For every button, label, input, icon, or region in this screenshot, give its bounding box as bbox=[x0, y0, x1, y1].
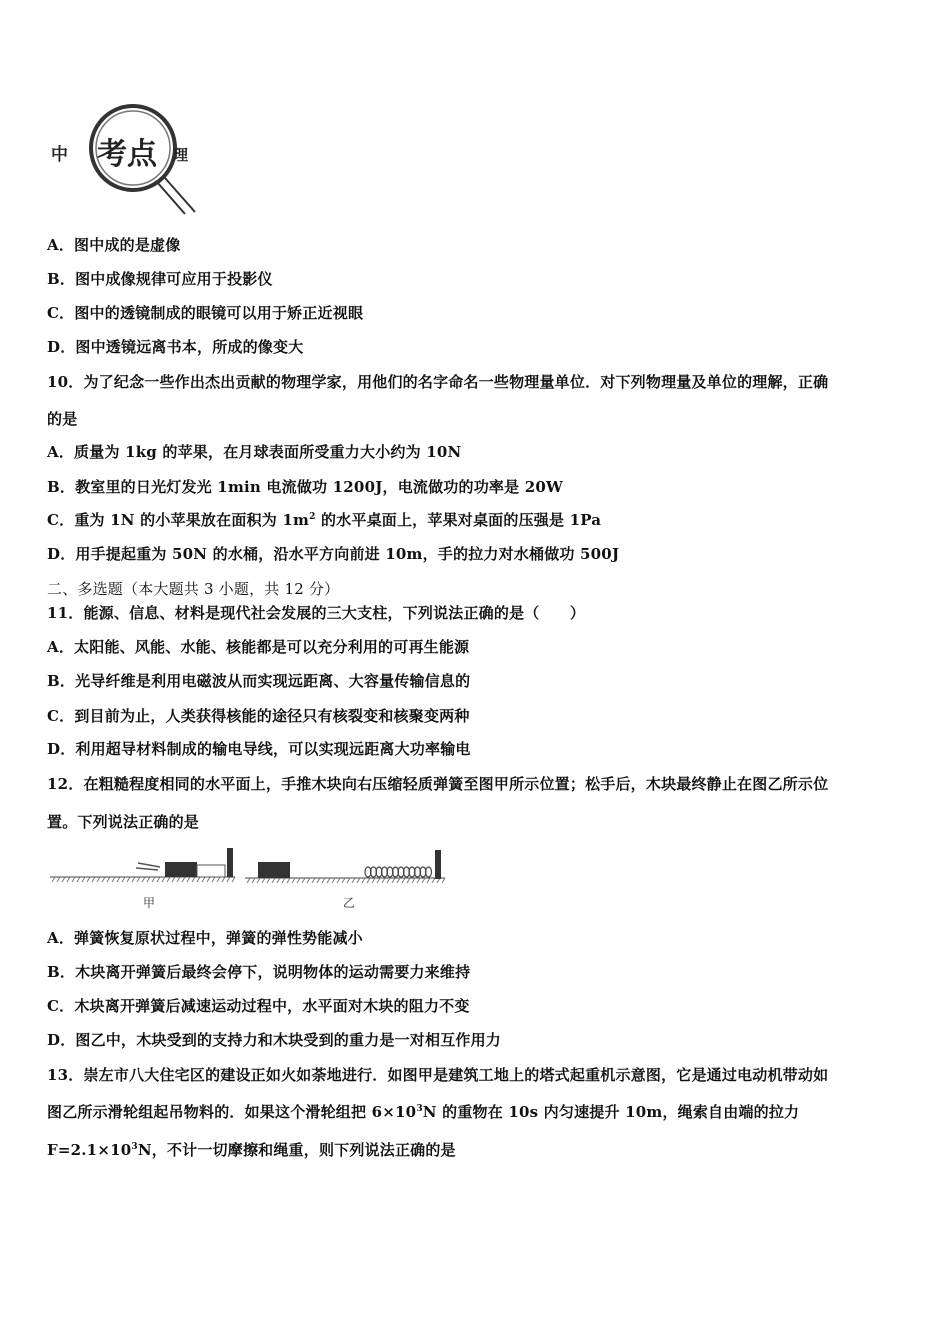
text: 图乙所示滑轮组起吊物料的．如果这个滑轮组把 6×10 bbox=[47, 1103, 417, 1121]
superscript: 3 bbox=[131, 1142, 138, 1152]
q10-stem: 10．为了纪念一些作出杰出贡献的物理学家，用他们的名字命名一些物理量单位．对下列物理量及单位的理解，正确 bbox=[47, 373, 829, 391]
spring-block-figure bbox=[50, 843, 450, 913]
svg-text:乙: 乙 bbox=[343, 896, 356, 910]
q12-option-c: C．木块离开弹簧后减速运动过程中，水平面对木块的阻力不变 bbox=[47, 997, 470, 1015]
q10-stem-cont: 的是 bbox=[47, 410, 78, 428]
superscript: 3 bbox=[416, 1104, 423, 1114]
q10-option-c bbox=[47, 511, 601, 529]
svg-text:考点: 考点 bbox=[97, 137, 157, 172]
text: N，不计一切摩擦和绳重，则下列说法正确的是 bbox=[137, 1141, 456, 1159]
q13-stem: 13．崇左市八大住宅区的建设正如火如荼地进行．如图甲是建筑工地上的塔式起重机示意图，它是通过电动机带动如 bbox=[47, 1066, 829, 1084]
q9-option-c: C．图中的透镜制成的眼镜可以用于矫正近视眼 bbox=[47, 304, 364, 322]
q12-stem-cont: 置。下列说法正确的是 bbox=[47, 813, 200, 831]
svg-text:甲: 甲 bbox=[143, 896, 156, 910]
q11-stem: 11．能源、信息、材料是现代社会发展的三大支柱，下列说法正确的是（ ） bbox=[47, 604, 586, 622]
text: F=2.1×10 bbox=[47, 1141, 132, 1159]
q10-option-a: A．质量为 1kg 的苹果，在月球表面所受重力大小约为 10N bbox=[47, 443, 462, 461]
q9-option-a: A．图中成的是虚像 bbox=[47, 236, 181, 254]
text: C．重为 1N 的小苹果放在面积为 1m bbox=[47, 511, 310, 529]
magnifier-logo-image bbox=[45, 98, 205, 218]
q10-option-b: B．教室里的日光灯发光 1min 电流做功 1200J，电流做功的功率是 20W bbox=[47, 478, 564, 496]
q11-option-a: A．太阳能、风能、水能、核能都是可以充分利用的可再生能源 bbox=[47, 638, 470, 656]
svg-text:理: 理 bbox=[173, 146, 189, 164]
q11-option-c: C．到目前为止，人类获得核能的途径只有核裂变和核聚变两种 bbox=[47, 707, 470, 725]
text: N 的重物在 10s 内匀速提升 10m，绳索自由端的拉力 bbox=[422, 1103, 800, 1121]
q13-stem-line3 bbox=[47, 1141, 456, 1159]
q12-option-b: B．木块离开弹簧后最终会停下，说明物体的运动需要力来维持 bbox=[47, 963, 471, 981]
q12-stem: 12．在粗糙程度相同的水平面上，手推木块向右压缩轻质弹簧至图甲所示位置；松手后，木块最终静止在图乙所示位 bbox=[47, 775, 829, 793]
svg-text:中: 中 bbox=[51, 145, 68, 165]
q9-option-d: D．图中透镜远离书本，所成的像变大 bbox=[47, 338, 304, 356]
text: 的水平桌面上，苹果对桌面的压强是 1Pa bbox=[315, 511, 602, 529]
q9-option-b: B．图中成像规律可应用于投影仪 bbox=[47, 270, 273, 288]
q11-option-d: D．利用超导材料制成的输电导线，可以实现远距离大功率输电 bbox=[47, 740, 471, 758]
q13-stem-line2 bbox=[47, 1103, 799, 1121]
q12-option-d: D．图乙中，木块受到的支持力和木块受到的重力是一对相互作用力 bbox=[47, 1031, 502, 1049]
q11-option-b: B．光导纤维是利用电磁波从而实现远距离、大容量传输信息的 bbox=[47, 672, 471, 690]
q12-option-a: A．弹簧恢复原状过程中，弹簧的弹性势能减小 bbox=[47, 929, 363, 947]
section-heading: 二、多选题（本大题共 3 小题，共 12 分） bbox=[47, 580, 340, 598]
superscript: 2 bbox=[309, 512, 316, 522]
q10-option-d: D．用手提起重为 50N 的水桶，沿水平方向前进 10m，手的拉力对水桶做功 500J bbox=[47, 545, 620, 563]
